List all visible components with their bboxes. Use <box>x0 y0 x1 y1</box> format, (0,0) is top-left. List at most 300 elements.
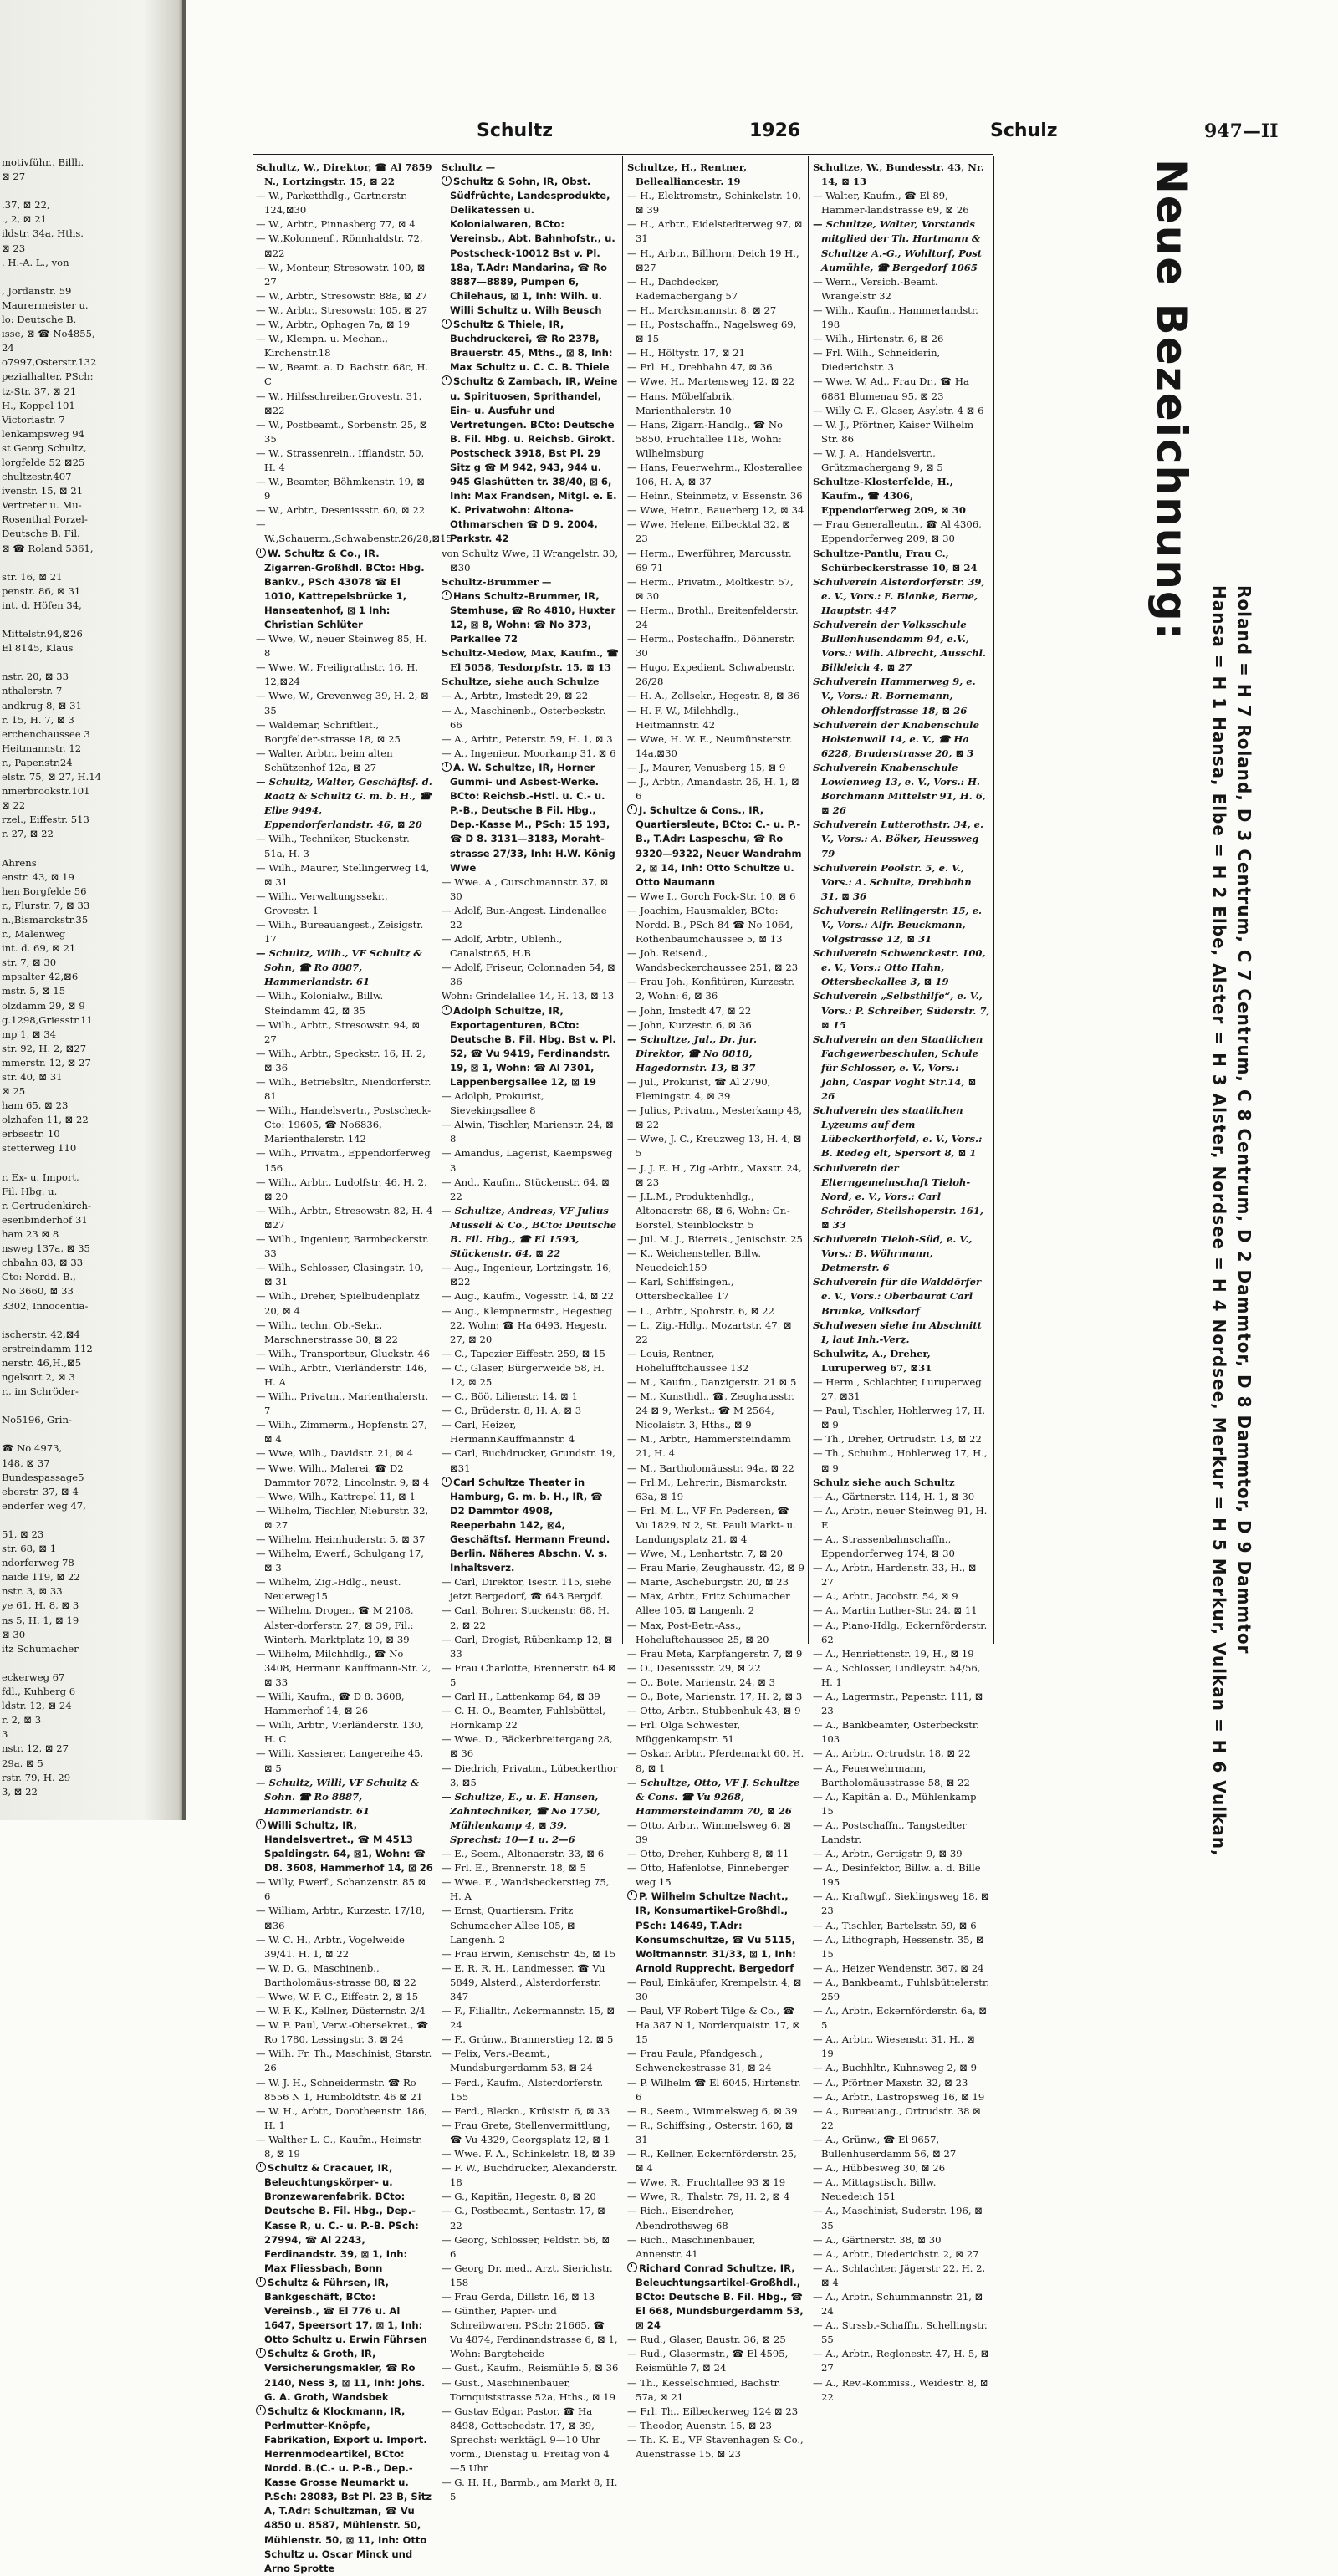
left-fragment-line: 3302, Innocentia- <box>2 1299 89 1312</box>
directory-entry: — Wwe, W., Freiligrathstr. 16, H. 12,⊠24 <box>256 661 419 688</box>
directory-entry: — W., Beamter, Böhmkenstr. 19, ⊠ 9 <box>256 476 426 502</box>
directory-entry: — F., Filialltr., Ackermannstr. 15, ⊠ 24 <box>442 2005 615 2032</box>
directory-entry: — Wilh., Privatm., Eppendorferweg 156 <box>256 1147 431 1174</box>
directory-entry: — John, Imstedt 47, ⊠ 22 <box>627 1004 752 1017</box>
firm-marker-icon <box>442 1477 452 1487</box>
directory-entry: — Walther L. C., Kaufm., Heimstr. 8, ⊠ 19 <box>256 2133 423 2160</box>
directory-entry: — Carl, Heizer, HermannKauffmannstr. 4 <box>442 1419 575 1446</box>
directory-entry: Schultze, siehe auch Schulze <box>442 676 600 688</box>
left-fragment-line <box>0 1513 179 1528</box>
directory-entry: — Wilh. Fr. Th., Maschinist, Starstr. 26 <box>256 2048 432 2074</box>
directory-entry: — W., Arbtr., Stresowstr. 88a, ⊠ 27 <box>256 289 427 302</box>
left-fragment-line: eberstr. 37, ⊠ 4 <box>2 1485 79 1497</box>
directory-entry: — Wilh., Verwaltungssekr., Grovestr. 1 <box>256 890 388 916</box>
firm-entry <box>256 1819 433 1875</box>
firm-entry <box>256 2276 433 2347</box>
directory-entry: — Carl, Buchdrucker, Grundstr. 19, ⊠31 <box>442 1447 615 1474</box>
directory-entry: — Wwe, M., Lenhartstr. 7, ⊠ 20 <box>627 1548 784 1560</box>
directory-entry: — Wilhelm, Heimhuderstr. 5, ⊠ 37 <box>256 1533 426 1545</box>
directory-entry: — Rud., Glasermstr., ☎ El 4595, Reismühle 7, ⊠ 24 <box>627 2348 789 2375</box>
column-divider <box>993 156 994 1644</box>
directory-entry: — Schultze, Jul., Dr. jur. Direktor, ☎ No 8818, Hagedornstr. 13, ⊠ 37 <box>627 1033 758 1074</box>
left-fragment-line: No5196, Grin- <box>2 1414 72 1426</box>
left-fragment-line: ⊠ 25 <box>2 1085 26 1098</box>
directory-column-1 <box>256 161 452 2576</box>
directory-entry: — Gust., Maschinenbauer, Tornquiststrasse 52a, Hths., ⊠ 19 <box>442 2376 615 2403</box>
directory-entry: — A., Rev.-Kommiss., Weidestr. 8, ⊠ 22 <box>813 2376 988 2403</box>
directory-entry: Schultze-Pantlu, Frau C., Schürbeckerstrasse 10, ⊠ 24 <box>813 547 978 574</box>
directory-entry: — A., Arbtr., Jacobstr. 54, ⊠ 9 <box>813 1590 958 1603</box>
left-fragment-line: fdl., Kuhberg 6 <box>2 1686 76 1698</box>
directory-entry: — W., Klempn. u. Mechan., Kirchenstr.18 <box>256 333 388 360</box>
directory-entry: — Ernst, Quartiersm. Fritz Schumacher Allee 105, ⊠ Langenh. 2 <box>442 1905 575 1946</box>
directory-entry: — H., Arbtr., Eidelstedterweg 97, ⊠ 31 <box>627 218 803 245</box>
directory-entry: Schulverein Alsterdorferstr. 39, e. V., Vors.: F. Blanke, Berne, Hauptstr. 447 <box>813 575 985 616</box>
directory-entry: — A., Buchhltr., Kuhnsweg 2, ⊠ 9 <box>813 2062 977 2074</box>
page-header <box>234 120 1313 149</box>
directory-entry: — Frl.M., Lehrerin, Bismarckstr. 63a, ⊠ 19 <box>627 1476 788 1502</box>
left-fragment-line: ısse, ⊠ ☎ No4855, <box>2 328 95 340</box>
directory-entry: — Max, Arbtr., Fritz Schumacher Allee 105, ⊠ Langenh. 2 <box>627 1590 790 1617</box>
left-fragment-line: ☎ No 4973, <box>2 1442 63 1455</box>
left-fragment-line: Heitmannstr. 12 <box>2 742 82 754</box>
directory-entry: — W. J. H., Schneidermstr. ☎ Ro 8556 N 1, Humboldtstr. 46 ⊠ 21 <box>256 2076 423 2103</box>
directory-entry: — P. Wilhelm ☎ El 6045, Hirtenstr. 6 <box>627 2076 801 2103</box>
directory-entry: — W., Hilfsschreiber,Grovestr. 31, ⊠22 <box>256 390 422 416</box>
directory-entry: — Wwe I., Gorch Fock-Str. 10, ⊠ 6 <box>627 890 796 902</box>
directory-entry: — Julius, Privatm., Mesterkamp 48, ⊠ 22 <box>627 1104 803 1131</box>
left-fragment-line <box>0 655 179 670</box>
directory-entry: — F., Grünw., Brannerstieg 12, ⊠ 5 <box>442 2033 614 2046</box>
directory-entry: — C., Tapezier Eiffestr. 259, ⊠ 15 <box>442 1347 605 1359</box>
directory-entry: — Hugo, Expedient, Schwabenstr. 26/28 <box>627 661 795 688</box>
directory-entry: — William, Arbtr., Kurzestr. 17/18, ⊠36 <box>256 1905 426 1931</box>
header-rule <box>253 154 993 155</box>
left-fragment-line: int. d. 69, ⊠ 21 <box>2 942 76 955</box>
directory-entry: — A., Arbtr., Peterstr. 59, H. 1, ⊠ 3 <box>442 732 613 745</box>
firm-marker-icon <box>256 1819 266 1829</box>
firm-text: P. Wilhelm Schultze Nacht., IR, Konsumartikel-Großhdl., PSch: 14649, T.Adr: Konsumschultze, ☎ Vu 5115, Woltmannstr. 31/33, ⊠ 1, Inh: Arnold Rupprecht, Bergedorf <box>636 1890 796 1974</box>
firm-entry <box>256 2161 433 2276</box>
directory-entry: — Herm., Schlachter, Luruperweg 27, ⊠31 <box>813 1375 982 1403</box>
directory-entry: — Marie, Ascheburgstr. 20, ⊠ 23 <box>627 1576 789 1589</box>
directory-entry: — M., Bartholomäusstr. 94a, ⊠ 22 <box>627 1461 794 1474</box>
directory-entry: — Wilh., Bureauangest., Zeisigstr. 17 <box>256 918 424 946</box>
directory-entry: Wohn: Grindelallee 14, H. 13, ⊠ 13 <box>442 990 615 1002</box>
directory-entry: — Wilh., Hirtenstr. 6, ⊠ 26 <box>813 333 944 345</box>
left-fragment-line: , Jordanstr. 59 <box>2 284 72 297</box>
directory-entry: von Schultz Wwe, II Wrangelstr. 30, ⊠30 <box>442 547 619 574</box>
directory-entry: — A., Arbtr., Ortrudstr. 18, ⊠ 22 <box>813 1747 971 1760</box>
directory-entry: — Wilh., Dreher, Spielbudenplatz 20, ⊠ 4 <box>256 1290 420 1317</box>
directory-entry: — Frl. Olga Schwester, Müggenkampstr. 51 <box>627 1719 741 1746</box>
directory-entry: — A., Gärtnerstr. 38, ⊠ 30 <box>813 2233 942 2246</box>
directory-entry: — Willi, Arbtr., Vierländerstr. 130, H. C <box>256 1719 424 1746</box>
directory-entry: — A., Maschinist, Suderstr. 196, ⊠ 35 <box>813 2205 983 2232</box>
side-title-text: Neue Bezeichnung: <box>1147 159 1196 641</box>
directory-entry: — A., Arbtr., Imstedt 29, ⊠ 22 <box>442 690 589 702</box>
directory-entry: — Frau Gerda, Dillstr. 16, ⊠ 13 <box>442 2290 595 2303</box>
directory-entry: — Frl. M. L., VF Fr. Pedersen, ☎ Vu 1829, N 2, St. Pauli Markt- u. Landungsplatz 21, ⊠ 4 <box>627 1504 796 1545</box>
directory-entry: — W.,Kolonnenf., Rönnhaldstr. 72, ⊠22 <box>256 232 423 259</box>
left-fragment-line <box>0 270 179 284</box>
directory-entry: — A., Desinfektor, Billw. a. d. Bille 195 <box>813 1862 981 1889</box>
directory-entry: — Frl. E., Brennerstr. 18, ⊠ 5 <box>442 1862 586 1875</box>
left-fragment-line: erstreindamm 112 <box>2 1342 93 1354</box>
directory-entry: — A., Arbtr., Schummannstr. 21, ⊠ 24 <box>813 2290 983 2318</box>
directory-entry: — O., Desenissstr. 29, ⊠ 22 <box>627 1661 761 1674</box>
firm-entry <box>256 2405 433 2576</box>
directory-entry: — Wwe, R., Fruchtallee 93 ⊠ 19 <box>627 2176 786 2189</box>
directory-entry: — Frau Paula, Pfandgesch., Schwenckestrasse 31, ⊠ 24 <box>627 2048 772 2074</box>
directory-entry: — W. J. A., Handelsvertr., Grützmachergang 9, ⊠ 5 <box>813 446 943 473</box>
directory-entry: Schultze, H., Rentner, Bellealliancestr. 19 <box>627 161 748 188</box>
directory-entry: Schultz, W., Direktor, ☎ Al 7859 N., Lortzingstr. 15, ⊠ 22 <box>256 161 432 188</box>
directory-entry: — O., Bote, Marienstr. 24, ⊠ 3 <box>627 1676 776 1688</box>
left-fragment-line: olzhafen 11, ⊠ 22 <box>2 1114 89 1126</box>
directory-entry: — Frau Generalleutn., ☎ Al 4306, Eppendorferweg 209, ⊠ 30 <box>813 518 982 545</box>
directory-entry: — H., Arbtr., Billhorn. Deich 19 H., ⊠27 <box>627 247 799 273</box>
directory-entry: — Karl, Schiffsingen., Ottersbeckallee 17 <box>627 1276 734 1303</box>
directory-entry: — H. F. W., Milchhdlg., Heitmannstr. 42 <box>627 704 739 731</box>
directory-entry: — W., Postbeamt., Sorbenstr. 25, ⊠ 35 <box>256 418 428 445</box>
left-fragment-line: rzel., Eiffestr. 513 <box>2 814 89 826</box>
directory-entry: — H., Dachdecker, Rademachergang 57 <box>627 275 738 302</box>
left-fragment-line: ham 65, ⊠ 23 <box>2 1099 69 1112</box>
left-fragment-line: Fil. Hbg. u. <box>2 1185 58 1197</box>
directory-entry: — Max, Post-Betr.-Ass., Hoheluftchaussee 25, ⊠ 20 <box>627 1619 769 1645</box>
left-fragment-line <box>0 1399 179 1413</box>
directory-entry: — Wilh., Arbtr., Ludolfstr. 46, H. 2, ⊠ 20 <box>256 1176 427 1202</box>
firm-text: Schultz & Thiele, IR, Buchdruckerei, ☎ Ro 2378, Brauerstr. 45, Mths., ⊠ 8, Inh: Max Schultz u. C. C. B. Thiele <box>450 319 613 374</box>
directory-entry: — Joh. Reisend., Wandsbeckerchaussee 251, ⊠ 23 <box>627 947 799 974</box>
directory-entry: — Georg, Schlosser, Feldstr. 56, ⊠ 6 <box>442 2233 610 2260</box>
directory-entry: — W., Beamt. a. D. Bachstr. 68c, H. C <box>256 361 429 388</box>
left-fragment-line <box>0 842 179 856</box>
firm-entry <box>627 2262 804 2333</box>
left-fragment-line: ngelsort 2, ⊠ 3 <box>2 1370 75 1383</box>
directory-entry: — Georg Dr. med., Arzt, Sierichstr. 158 <box>442 2262 613 2288</box>
directory-column-3 <box>627 161 804 2461</box>
left-fragment-line: pezialhalter, PSch: <box>2 370 94 383</box>
left-fragment-line: Bundespassage5 <box>2 1471 84 1483</box>
directory-entry: — Wilh., Arbtr., Stresowstr. 82, H. 4 ⊠27 <box>256 1204 433 1231</box>
directory-entry: — R., Schiffsing., Osterstr. 160, ⊠ 31 <box>627 2119 794 2145</box>
directory-entry: — Aug., Ingenieur, Lortzingstr. 16, ⊠22 <box>442 1262 612 1288</box>
directory-entry: — Wwe. D., Bäckerbreitergang 28, ⊠ 36 <box>442 1733 613 1760</box>
directory-entry: — H., Höltystr. 17, ⊠ 21 <box>627 347 745 360</box>
left-fragment-line: g.1298,Griesstr.11 <box>2 1013 93 1026</box>
left-fragment-line: enderfer weg 47, <box>2 1499 86 1512</box>
directory-entry: — Herm., Privatm., Moltkestr. 57, ⊠ 30 <box>627 575 794 602</box>
directory-entry: — H., Elektromstr., Schinkelstr. 10, ⊠ 39 <box>627 190 801 217</box>
directory-entry: — A., Kraftwgf., Sieklingsweg 18, ⊠ 23 <box>813 1890 989 1917</box>
left-fragment-line: lorgfelde 52 ⊠25 <box>2 456 85 468</box>
directory-entry: — J., Arbtr., Amandastr. 26, H. 1, ⊠ 6 <box>627 776 799 803</box>
directory-entry: — Gustav Edgar, Pastor, ☎ Ha 8498, Gottschedstr. 17, ⊠ 39, Sprechst: werktägl. 9—10 Uhr vorm., Dienstag u. Freitag von 4—5 Uhr <box>442 2405 610 2475</box>
directory-entry: — Willy C. F., Glaser, Asylstr. 4 ⊠ 6 <box>813 404 984 416</box>
firm-entry <box>442 318 619 375</box>
directory-entry: — A., Arbtr., Lastropsweg 16, ⊠ 19 <box>813 2090 985 2103</box>
directory-entry: Schulverein der Elterngemeinschaft Tieloh-Nord, e. V., Vors.: Carl Schröder, Steilshoperstr. 161, ⊠ 33 <box>813 1161 983 1231</box>
directory-entry: — M., Kaufm., Danzigerstr. 21 ⊠ 5 <box>627 1375 797 1388</box>
directory-entry: — W. J., Pförtner, Kaiser Wilhelm Str. 86 <box>813 418 974 445</box>
directory-entry: — A., Mittagstisch, Billw. Neuedeich 151 <box>813 2176 937 2203</box>
directory-entry: — Carl, Direktor, Isestr. 115, siehe jetzt Bergedorf, ☎ 643 Bergdf. <box>442 1576 612 1603</box>
left-fragment-line: rstr. 79, H. 29 <box>2 1771 71 1783</box>
directory-entry: Schulverein Lutterothstr. 34, e. V., Vors.: A. Böker, Heussweg 79 <box>813 819 984 860</box>
directory-entry: — A., Arbtr., Diederichstr. 2, ⊠ 27 <box>813 2247 979 2260</box>
directory-entry: — Ferd., Kaufm., Alsterdorferstr. 155 <box>442 2076 604 2103</box>
left-fragment-line: ⊠ 27 <box>2 171 26 183</box>
directory-entry: — W., Monteur, Stresowstr. 100, ⊠ 27 <box>256 261 426 288</box>
directory-entry: — L., Zig.-Hdlg., Mozartstr. 47, ⊠ 22 <box>627 1319 792 1345</box>
directory-entry: — Paul, Einkäufer, Krempelstr. 4, ⊠ 30 <box>627 1976 802 2002</box>
left-fragment-line: ⊠ 30 <box>2 1628 26 1640</box>
directory-entry: — Otto, Hafenlotse, Pinneberger weg 15 <box>627 1862 789 1889</box>
directory-entry: — A., Bankbeamt., Fuhlsbüttelerstr. 259 <box>813 1976 989 2002</box>
left-fragment-line: mpsalter 42,⊠6 <box>2 971 79 983</box>
directory-entry: — Adolf, Arbtr., Ublenh., Canalstr.65, H.B <box>442 933 563 960</box>
directory-entry: — H. A., Zollsekr., Hegestr. 8, ⊠ 36 <box>627 690 800 702</box>
directory-entry: — G., Kapitän, Hegestr. 8, ⊠ 20 <box>442 2191 596 2203</box>
directory-entry: — A., Hübbesweg 30, ⊠ 26 <box>813 2162 946 2175</box>
directory-entry: — Amandus, Lagerist, Kaempsweg 3 <box>442 1147 613 1174</box>
directory-entry: — Walter, Kaufm., ☎ El 89, Hammer-landstrasse 69, ⊠ 26 <box>813 190 969 217</box>
directory-entry: — A., Arbtr., neuer Steinweg 91, H. E <box>813 1504 988 1531</box>
directory-entry: Schulverein „Selbsthilfe“, e. V., Vors.: P. Schreiber, Süderstr. 7, ⊠ 15 <box>813 990 990 1031</box>
firm-text: J. Schultze & Cons., IR, Quartiersleute, BCto: C.- u. P.-B., T.Adr: Laspeschu, ☎ Ro 9320—9322, Neuer Wandrahm 2, ⊠ 14, Inh: Otto Schultze u. Otto Naumann <box>636 804 802 888</box>
firm-text: Schultz & Groth, IR, Versicherungsmakler, ☎ Ro 2140, Ness 3, ⊠ 11, Inh: Johs. G. A. Groth, Wandsbek <box>264 2348 426 2403</box>
directory-entry: — Frau Grete, Stellenvermittlung, ☎ Vu 4329, Georgsplatz 12, ⊠ 1 <box>442 2119 610 2145</box>
directory-entry: — R., Seem., Wimmelsweg 6, ⊠ 39 <box>627 2104 798 2117</box>
left-fragment-line: mstr. 5, ⊠ 15 <box>2 985 66 997</box>
left-fragment-line: stetterweg 110 <box>2 1142 77 1155</box>
directory-entry: — Wilh., Ingenieur, Barmbeckerstr. 33 <box>256 1233 430 1260</box>
left-fragment-line: El 8145, Klaus <box>2 642 74 655</box>
directory-entry: — A., Schlachter, Jägerstr 22, H. 2, ⊠ 4 <box>813 2262 986 2288</box>
directory-entry: — Willy, Ewerf., Schanzenstr. 85 ⊠ 6 <box>256 1876 426 1903</box>
left-fragment-line: 3 <box>2 1728 8 1741</box>
side-line-2: Roland = H 7 Roland, D 3 Centrum, C 7 Centrum, C 8 Centrum, D 2 Dammtor, D 8 Dammtor, D 9 Dammtor <box>1234 585 1254 1655</box>
firm-marker-icon <box>442 762 452 772</box>
directory-entry: — W. D. G., Maschinenb., Bartholomäus-strasse 88, ⊠ 22 <box>256 1961 416 1988</box>
directory-entry: — M., Kunsthdl., ☎, Zeughausstr. 24 ⊠ 9, Werkst.: ☎ M 2564, Nicolaistr. 3, Hths., ⊠ 9 <box>627 1390 794 1431</box>
column-divider <box>808 156 809 1644</box>
left-fragment-line: str. 68, ⊠ 1 <box>2 1543 57 1555</box>
directory-entry: — W. F. Paul, Verw.-Obersekret., ☎ Ro 1780, Lessingstr. 3, ⊠ 24 <box>256 2019 429 2046</box>
left-fragment-line: str. 40, ⊠ 31 <box>2 1071 63 1083</box>
directory-entry: — Frau Meta, Karpfangerstr. 7, ⊠ 9 <box>627 1647 803 1660</box>
directory-entry: — A., Strssb.-Schaffn., Schellingstr. 55 <box>813 2319 988 2346</box>
left-fragment-line: 29a, ⊠ 5 <box>2 1757 43 1769</box>
directory-entry: — W., Arbtr., Ophagen 7a, ⊠ 19 <box>256 319 411 331</box>
directory-entry: — Wilhelm, Zig.-Hdlg., neust. Neuerweg15 <box>256 1576 401 1603</box>
directory-entry: — G. H. H., Barmb., am Markt 8, H. 5 <box>442 2477 618 2503</box>
left-fragment-line: ⊠ 23 <box>2 242 26 254</box>
directory-entry: — Otto, Arbtr., Wimmelsweg 6, ⊠ 39 <box>627 1819 792 1845</box>
directory-entry: — Wwe, Wilh., Malerei, ☎ D2 Dammtor 7872, Lincolnstr. 9, ⊠ 4 <box>256 1461 430 1488</box>
directory-entry: — Frau Joh., Konfitüren, Kurzestr. 2, Wohn: 6, ⊠ 36 <box>627 976 794 1002</box>
directory-entry: — Carl, Drogist, Rübenkamp 12, ⊠ 33 <box>442 1633 613 1660</box>
firm-entry <box>442 589 619 646</box>
directory-entry: — Jul., Prokurist, ☎ Al 2790, Flemingstr. 4, ⊠ 39 <box>627 1076 771 1103</box>
directory-entry: — Jul. M. J., Bierreis., Jenischstr. 25 <box>627 1233 803 1246</box>
directory-entry: — A., Lithograph, Hessenstr. 35, ⊠ 15 <box>813 1933 984 1960</box>
header-right-name: Schulz <box>990 120 1058 141</box>
firm-marker-icon <box>256 2162 266 2172</box>
left-fragment-line: nstr. 3, ⊠ 33 <box>2 1585 63 1598</box>
left-fragment-line: motivführ., Billh. <box>2 156 84 168</box>
directory-entry: — W. H., Arbtr., Dorotheenstr. 186, H. 1 <box>256 2104 428 2131</box>
directory-entry: — Heinr., Steinmetz, v. Essenstr. 36 <box>627 490 803 502</box>
directory-entry: — Wilh., Kolonialw., Billw. Steindamm 42, ⊠ 35 <box>256 990 384 1017</box>
directory-entry: — Theodor, Auenstr. 15, ⊠ 23 <box>627 2419 773 2431</box>
directory-entry: — K., Weichensteller, Billw. Neuedeich159 <box>627 1247 762 1274</box>
firm-marker-icon <box>442 176 452 186</box>
left-fragment-line: chultzestr.407 <box>2 471 72 483</box>
left-fragment-line: r., Papenstr.24 <box>2 756 73 768</box>
firm-text: Schultz & Führsen, IR, Bankgeschäft, BCto: Vereinsb., ☎ El 776 u. Al 1647, Speersort 17, ⊠ 1, Inh: Otto Schultz u. Erwin Führsen <box>264 2276 427 2346</box>
directory-entry: — Wilh., Schlosser, Clasingstr. 10, ⊠ 31 <box>256 1262 424 1288</box>
firm-marker-icon <box>256 548 266 558</box>
directory-entry: — Ferd., Bleckn., Krüsistr. 6, ⊠ 33 <box>442 2104 610 2117</box>
firm-marker-icon <box>442 319 452 329</box>
directory-entry: — Wwe, H. W. E., Neumünsterstr. 14a,⊠30 <box>627 732 793 759</box>
directory-entry: — Aug., Kaufm., Vogesstr. 14, ⊠ 22 <box>442 1290 615 1303</box>
directory-entry: Schulverein Schwenckestr. 100, e. V., Vors.: Otto Hahn, Ottersbeckallee 3, ⊠ 19 <box>813 947 986 988</box>
left-fragment-line <box>0 184 179 198</box>
left-fragment-line <box>0 613 179 627</box>
firm-entry <box>627 1890 804 1976</box>
directory-entry: — Wilh., Maurer, Stellingerweg 14, ⊠ 31 <box>256 861 430 888</box>
directory-entry: — A., Strassenbahnschaffn., Eppendorferweg 174, ⊠ 30 <box>813 1533 955 1560</box>
firm-entry <box>442 375 619 546</box>
directory-entry: Schultze, W., Bundesstr. 43, Nr. 14, ⊠ 13 <box>813 161 984 188</box>
directory-column-4 <box>813 161 990 2405</box>
left-fragment-line: .37, ⊠ 22, <box>2 199 50 212</box>
directory-entry: — Adolf, Friseur, Colonnaden 54, ⊠ 36 <box>442 962 615 988</box>
left-fragment-line: ldstr. 12, ⊠ 24 <box>2 1700 72 1712</box>
firm-text: Schultz & Zambach, IR, Weine u. Spirituosen, Sprithandel, Ein- u. Ausfuhr und Vertretungen. BCto: Deutsche B. Fil. Hbg. u. Reichsb. Girokt. Postscheck 3918, Bst Pl. 29 Sitz g ☎ M 942, 943, 944 u. 945 Glashütten tr. 38/40, ⊠ 6, Inh: Max Frandsen, Mitgl. e. E. K. Privatwohn: Altona-Othmarschen ☎ D 9. 2004, Parkstr. 42 <box>450 375 618 545</box>
left-fragment-line: erbsestr. 10 <box>2 1128 60 1140</box>
directory-entry: — Otto, Arbtr., Stubbenhuk 43, ⊠ 9 <box>627 1705 801 1717</box>
directory-entry: — A., Postschaffn., Tangstedter Landstr. <box>813 1819 967 1845</box>
firm-entry <box>256 2347 433 2404</box>
directory-entry: — W. F. K., Kellner, Düsternstr. 2/4 <box>256 2005 426 2017</box>
directory-entry: — W., Arbtr., Desenissstr. 60, ⊠ 22 <box>256 504 426 517</box>
directory-entry: — Carl, Bohrer, Stuckenstr. 68, H. 2, ⊠ 22 <box>442 1604 610 1631</box>
directory-entry: Schulwitz, A., Dreher, Luruperweg 67, ⊠31 <box>813 1347 932 1374</box>
left-fragment-line: 24 <box>2 342 14 355</box>
directory-entry: — Rich., Maschinenbauer, Annenstr. 41 <box>627 2233 756 2260</box>
left-fragment-line: str. 7, ⊠ 30 <box>2 956 57 969</box>
directory-entry: — Waldemar, Schriftleit., Borgfelder-strasse 18, ⊠ 25 <box>256 718 401 745</box>
directory-entry: Schultze-Klosterfelde, H., Kaufm., ☎ 4306, Eppendorferweg 209, ⊠ 30 <box>813 476 966 517</box>
left-fragment-line: ndorferweg 78 <box>2 1557 74 1569</box>
directory-entry: — J., Maurer, Venusberg 15, ⊠ 9 <box>627 761 786 773</box>
directory-entry: Schulwesen siehe im Abschnitt I, laut Inh.-Verz. <box>813 1319 982 1345</box>
left-fragment-line: itz Schumacher <box>2 1642 79 1655</box>
directory-entry: — Wilh., Kaufm., Hammerlandstr. 198 <box>813 304 978 331</box>
directory-entry: — Wilh., Arbtr., Stresowstr. 94, ⊠ 27 <box>256 1018 421 1045</box>
left-fragment-line: lenkampsweg 94 <box>2 427 84 440</box>
directory-entry: — Schultze, E., u. E. Hansen, Zahntechniker, ☎ No 1750, Mühlenkamp 4, ⊠ 39, Sprechst: 10—1 u. 2—6 <box>442 1790 600 1845</box>
directory-entry: — A., Martin Luther-Str. 24, ⊠ 11 <box>813 1604 978 1617</box>
left-fragment-line: elstr. 75, ⊠ 27, H.14 <box>2 771 102 783</box>
directory-entry: — Wwe, Wilh., Kattrepel 11, ⊠ 1 <box>256 1490 416 1502</box>
directory-entry: Schulverein der Knabenschule Holstenwall 14, e. V., ☎ Ha 6228, Bruderstrasse 20, ⊠ 3 <box>813 718 979 759</box>
left-fragment-line <box>0 1427 179 1441</box>
directory-entry: — A., Feuerwehrmann, Bartholomäusstrasse 58, ⊠ 22 <box>813 1762 970 1788</box>
firm-text: A. W. Schultze, IR, Horner Gummi- und Asbest-Werke. BCto: Reichsb.-Hstl. u. C.- u. P.-B., Deutsche B Fil. Hbg., Dep.-Kasse M., PSch: 15 193, ☎ D 8. 3131—3183, Moraht-strasse 27/33, Inh: H.W. König Wwe <box>450 761 615 874</box>
directory-entry: — J. J. E. H., Zig.-Arbtr., Maxstr. 24, ⊠ 23 <box>627 1161 802 1188</box>
directory-entry: — Günther, Papier- und Schreibwaren, PSch: 21665, ☎ Vu 4874, Ferdinandstrasse 6, ⊠ 1, Wohn: Bargteheide <box>442 2305 618 2360</box>
directory-entry: — Wilh., Techniker, Stuckenstr. 51a, H. 3 <box>256 833 410 860</box>
directory-entry: — C. H. O., Beamter, Fuhlsbüttel, Hornkamp 22 <box>442 1705 606 1732</box>
firm-text: Hans Schultz-Brummer, IR, Stemhuse, ☎ Ro 4810, Huxter 12, ⊠ 8, Wohn: ☎ No 373, Parkallee 72 <box>450 589 616 645</box>
left-fragment-line: int. d. Höfen 34, <box>2 599 82 611</box>
left-fragment-line: Cto: Nordd. B., <box>2 1271 76 1283</box>
left-fragment-line: No 3660, ⊠ 33 <box>2 1285 74 1298</box>
directory-entry: — Hans, Möbelfabrik, Marienthalerstr. 10 <box>627 390 735 416</box>
left-fragment-line: lo: Deutsche B. <box>2 314 77 326</box>
left-fragment-line: st Georg Schultz, <box>2 441 87 454</box>
directory-entry: — Wwe, W. F. C., Eiffestr. 2, ⊠ 15 <box>256 1991 419 2002</box>
left-fragment-line: ischerstr. 42,⊠4 <box>2 1328 80 1340</box>
directory-entry: — Wwe, H., Martensweg 12, ⊠ 22 <box>627 375 794 388</box>
left-fragment-line: r. Ex- u. Import, <box>2 1171 79 1183</box>
header-year: 1926 <box>749 120 801 141</box>
firm-entry <box>442 1476 619 1576</box>
left-fragment-line <box>0 1656 179 1671</box>
firm-marker-icon <box>442 375 452 385</box>
left-fragment-line: nthalerstr. 7 <box>2 685 63 697</box>
left-fragment-line: Vertreter u. Mu- <box>2 499 82 512</box>
directory-entry: — Walter, Arbtr., beim alten Schützenhof 12a, ⊠ 27 <box>256 747 393 773</box>
directory-column-2 <box>442 161 619 2504</box>
directory-entry: — Wwe. F. A., Schinkelstr. 18, ⊠ 39 <box>442 2148 615 2160</box>
left-fragment-line: olzdamm 29, ⊠ 9 <box>2 999 85 1012</box>
directory-entry: — Gust., Kaufm., Reismühle 5, ⊠ 36 <box>442 2362 619 2375</box>
left-fragment-line: r. Gertrudenkirch- <box>2 1199 91 1211</box>
left-fragment-line: r., Malenweg <box>2 928 66 941</box>
directory-entry: — A., Gärtnerstr. 114, H. 1, ⊠ 30 <box>813 1490 975 1502</box>
left-fragment-line: str. 92, H. 2, ⊠27 <box>2 1042 87 1054</box>
directory-entry: — Frl. Wilh., Schneiderin, Diederichstr. 3 <box>813 347 941 374</box>
directory-entry: — Th., Kesselschmied, Bachstr. 57a, ⊠ 21 <box>627 2376 781 2403</box>
directory-entry: — Wilh., Transporteur, Gluckstr. 46 <box>256 1347 431 1359</box>
firm-text: Adolph Schultze, IR, Exportagenturen, BCto: Deutsche B. Fil. Hbg. Bst v. Pl. 52, ☎ Vu 9419, Ferdinandstr. 19, ⊠ 1, Wohn: ☎ Al 7301, Lappenbergsallee 12, ⊠ 19 <box>450 1004 616 1088</box>
left-fragment-line: tz-Str. 37, ⊠ 21 <box>2 385 77 397</box>
directory-entry: Schulverein für die Walddörfer e. V., Vors.: Oberbaurat Carl Brunke, Volksdorf <box>813 1276 982 1317</box>
left-fragment-line: r., im Schröder- <box>2 1385 79 1398</box>
directory-entry: — And., Kaufm., Stückenstr. 64, ⊠ 22 <box>442 1176 610 1202</box>
left-fragment-line <box>0 1314 179 1328</box>
directory-entry: — Wilh., Arbtr., Speckstr. 16, H. 2, ⊠ 36 <box>256 1047 426 1074</box>
directory-entry: — A., Heizer Wendenstr. 367, ⊠ 24 <box>813 1961 984 1974</box>
left-fragment-line: r. 27, ⊠ 22 <box>2 828 54 840</box>
directory-entry: — Schultze, Otto, VF J. Schultze & Cons. ☎ Vu 9268, Hammersteindamm 70, ⊠ 26 <box>627 1776 800 1817</box>
left-fragment-line: Victoriastr. 7 <box>2 413 65 426</box>
left-fragment-line: ⊠ ☎ Roland 5361, <box>2 542 94 554</box>
directory-entry: Schulverein Poolstr. 5, e. V., Vors.: A. Schulte, Drehbahn 31, ⊠ 36 <box>813 861 972 902</box>
directory-entry: — Hans, Zigarr.-Handlg., ☎ No 5850, Fruchtallee 118, Wohn: Wilhelmsburg <box>627 418 783 459</box>
firm-marker-icon <box>627 1890 637 1900</box>
directory-entry: Schulverein Rellingerstr. 15, e. V., Vors.: Alfr. Beuckmann, Volgstrasse 12, ⊠ 31 <box>813 904 983 946</box>
directory-entry: — Wilh., Arbtr., Vierländerstr. 146, H. A <box>256 1361 427 1388</box>
directory-entry: — Alwin, Tischler, Marienstr. 24, ⊠ 8 <box>442 1119 614 1145</box>
